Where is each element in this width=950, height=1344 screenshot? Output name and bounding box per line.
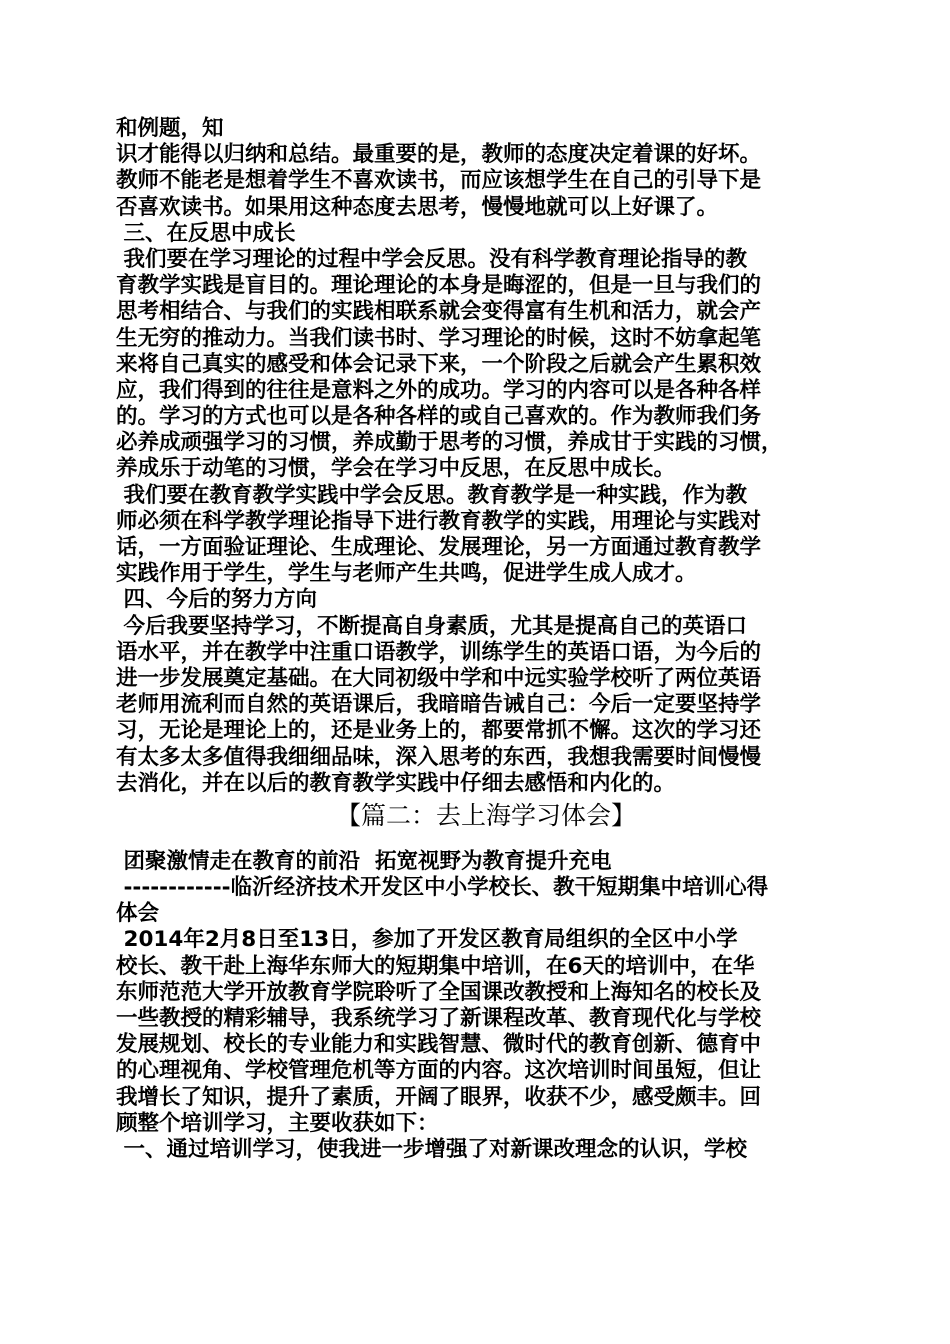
- text-line: 必养成顽强学习的习惯，养成勤于思考的习惯，养成甘于实践的习惯，: [116, 430, 783, 456]
- text-line: 师必须在科学教学理论指导下进行教育教学的实践，用理论与实践对: [116, 508, 762, 534]
- text-line: 校长、教干赴上海华东师大的短期集中培训，在6天的培训中，在华: [116, 953, 755, 979]
- text-line: 应，我们得到的往往是意料之外的成功。学习的内容可以是各种各样: [116, 377, 762, 403]
- text-line: 和例题，知: [116, 116, 224, 141]
- text-line: 我们要在学习理论的过程中学会反思。没有科学教育理论指导的教: [116, 246, 747, 272]
- text-line: 生无穷的推动力。当我们读书时、学习理论的时候，这时不妨拿起笔: [116, 325, 762, 351]
- text-line: 来将自己真实的感受和体会记录下来，一个阶段之后就会产生累积效: [116, 351, 762, 377]
- text-line: 进一步发展奠定基础。在大同初级中学和中远实验学校听了两位英语: [116, 665, 762, 691]
- text-line: 话，一方面验证理论、生成理论、发展理论，另一方面通过教育教学: [116, 535, 762, 560]
- text-line: 今后我要坚持学习，不断提高自身素质，尤其是提高自己的英语口: [116, 613, 747, 639]
- text-line: 有太多太多值得我细细品味，深入思考的东西，我想我需要时间慢慢: [116, 744, 762, 770]
- text-line: 我们要在教育教学实践中学会反思。教育教学是一种实践，作为教: [116, 482, 747, 508]
- part-two-text: [116, 849, 856, 1163]
- text-line: 2014年2月8日至13日，参加了开发区教育局组织的全区中小学: [116, 927, 738, 953]
- text-line: 老师用流利而自然的英语课后，我暗暗告诫自己：今后一定要坚持学: [116, 692, 762, 718]
- text-line: 思考相结合、与我们的实践相联系就会变得富有生机和活力，就会产: [116, 299, 762, 325]
- text-line: 团聚激情走在教育的前沿 拓宽视野为教育提升充电: [116, 848, 612, 874]
- text-line: 实践作用于学生，学生与老师产生共鸣，促进学生成人成才。: [116, 561, 697, 587]
- text-line: 一些教授的精彩辅导，我系统学习了新课程改革、教育现代化与学校: [116, 1006, 762, 1031]
- text-line: 发展规划、校长的专业能力和实践智慧、微时代的教育创新、德育中: [116, 1032, 762, 1058]
- text-line: 语水平，并在教学中注重口语教学，训练学生的英语口语，为今后的: [116, 639, 762, 665]
- text-line: 养成乐于动笔的习惯，学会在学习中反思，在反思中成长。: [116, 456, 676, 482]
- text-line: 习，无论是理论上的，还是业务上的，都要常抓不懈。这次的学习还: [116, 718, 762, 744]
- text-line: 的心理视角、学校管理危机等方面的内容。这次培训时间虽短，但让: [116, 1058, 762, 1084]
- text-line: 三、在反思中成长: [116, 220, 296, 246]
- text-line: 的。学习的方式也可以是各种各样的或自己喜欢的。作为教师我们务: [116, 404, 762, 430]
- text-line: 识才能得以归纳和总结。最重要的是，教师的态度决定着课的好坏。: [116, 142, 762, 168]
- text-line: 顾整个培训学习，主要收获如下：: [116, 1110, 439, 1136]
- text-line: 教师不能老是想着学生不喜欢读书，而应该想学生在自己的引导下是: [116, 168, 762, 194]
- text-line: 去消化，并在以后的教育教学实践中仔细去感悟和内化的。: [116, 770, 676, 796]
- part-one-text: [116, 116, 856, 797]
- section-title: 【篇二：去上海学习体会】: [335, 800, 636, 830]
- text-line: 育教学实践是盲目的。理论理论的本身是晦涩的，但是一旦与我们的: [116, 273, 762, 299]
- text-line: 四、今后的努力方向: [116, 587, 317, 613]
- text-line: 一、通过培训学习，使我进一步增强了对新课改理念的认识，学校: [116, 1136, 747, 1162]
- text-line: 否喜欢读书。如果用这种态度去思考，慢慢地就可以上好课了。: [116, 194, 719, 220]
- text-line: 我增长了知识，提升了素质，开阔了眼界，收获不少，感受颇丰。回: [116, 1084, 762, 1110]
- text-line: ------------临沂经济技术开发区中小学校长、教干短期集中培训心得: [116, 875, 769, 901]
- text-line: 体会: [116, 901, 160, 927]
- document-body: [116, 116, 856, 1163]
- text-line: 东师范范大学开放教育学院聆听了全国课改教授和上海知名的校长及: [116, 979, 762, 1005]
